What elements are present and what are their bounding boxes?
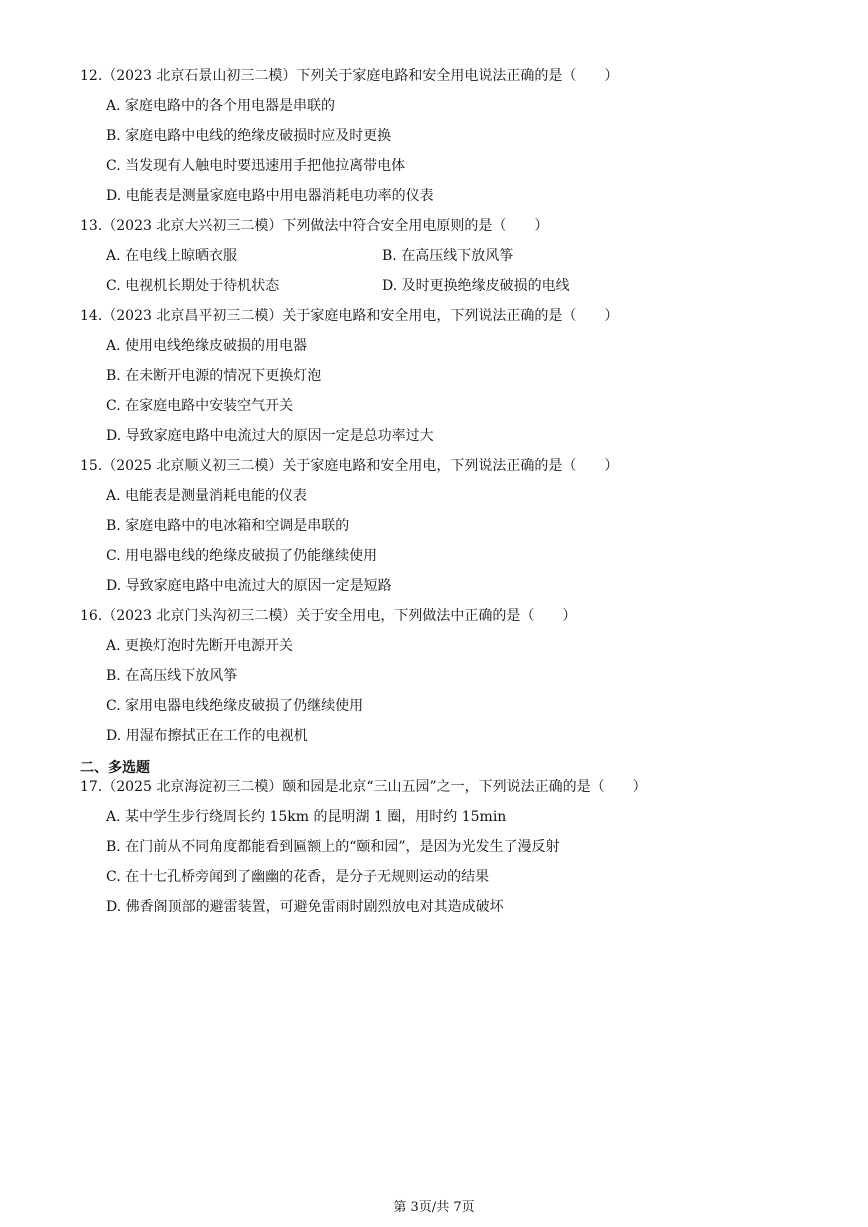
question-16-option-a: A. 更换灯泡时先断开电源开关 — [106, 638, 294, 654]
question-17-stem: 17.（2025 北京海淀初三二模）颐和园是北京“三山五园”之一，下列说法正确的是（ ） — [80, 779, 647, 795]
question-13-option-b: B. 在高压线下放风筝 — [382, 248, 514, 264]
question-14-option-a: A. 使用电线绝缘皮破损的用电器 — [106, 338, 308, 354]
question-17-option-a: A. 某中学生步行绕周长约 15km 的昆明湖 1 圈，用时约 15min — [106, 809, 507, 825]
question-15-option-a: A. 电能表是测量消耗电能的仪表 — [106, 488, 308, 504]
page-footer: 第 3页/共 7页 — [393, 1200, 475, 1215]
question-17-option-b: B. 在门前从不同角度都能看到匾额上的“颐和园”，是因为光发生了漫反射 — [106, 839, 560, 855]
question-13-option-c: C. 电视机长期处于待机状态 — [106, 278, 280, 294]
question-17-option-c: C. 在十七孔桥旁闻到了幽幽的花香，是分子无规则运动的结果 — [106, 869, 490, 885]
question-14-option-c: C. 在家庭电路中安装空气开关 — [106, 398, 294, 414]
question-12-stem: 12.（2023 北京石景山初三二模）下列关于家庭电路和安全用电说法正确的是（ ） — [80, 68, 619, 84]
question-17-option-d: D. 佛香阁顶部的避雷装置，可避免雷雨时剧烈放电对其造成破坏 — [106, 899, 504, 915]
question-13-option-a: A. 在电线上晾晒衣服 — [106, 248, 238, 264]
question-14-option-d: D. 导致家庭电路中电流过大的原因一定是总功率过大 — [106, 428, 434, 444]
question-15-option-d: D. 导致家庭电路中电流过大的原因一定是短路 — [106, 578, 392, 594]
question-16-stem: 16.（2023 北京门头沟初三二模）关于安全用电，下列做法中正确的是（ ） — [80, 608, 577, 624]
question-15-stem: 15.（2025 北京顺义初三二模）关于家庭电路和安全用电，下列说法正确的是（ ） — [80, 458, 619, 474]
question-14-stem: 14.（2023 北京昌平初三二模）关于家庭电路和安全用电，下列说法正确的是（ ） — [80, 308, 619, 324]
question-12-option-d: D. 电能表是测量家庭电路中用电器消耗电功率的仪表 — [106, 188, 434, 204]
question-12-option-b: B. 家庭电路中电线的绝缘皮破损时应及时更换 — [106, 128, 392, 144]
question-12-option-a: A. 家庭电路中的各个用电器是串联的 — [106, 98, 336, 114]
question-14-option-b: B. 在未断开电源的情况下更换灯泡 — [106, 368, 322, 384]
question-16-option-c: C. 家用电器电线绝缘皮破损了仍继续使用 — [106, 698, 364, 714]
question-15-option-c: C. 用电器电线的绝缘皮破损了仍能继续使用 — [106, 548, 378, 564]
question-15-option-b: B. 家庭电路中的电冰箱和空调是串联的 — [106, 518, 350, 534]
section-title: 二、多选题 — [80, 760, 150, 776]
question-13-stem: 13.（2023 北京大兴初三二模）下列做法中符合安全用电原则的是（ ） — [80, 218, 549, 234]
question-12-option-c: C. 当发现有人触电时要迅速用手把他拉离带电体 — [106, 158, 406, 174]
question-13-option-d: D. 及时更换绝缘皮破损的电线 — [382, 278, 570, 294]
question-16-option-b: B. 在高压线下放风筝 — [106, 668, 238, 684]
question-16-option-d: D. 用湿布擦拭正在工作的电视机 — [106, 728, 308, 744]
